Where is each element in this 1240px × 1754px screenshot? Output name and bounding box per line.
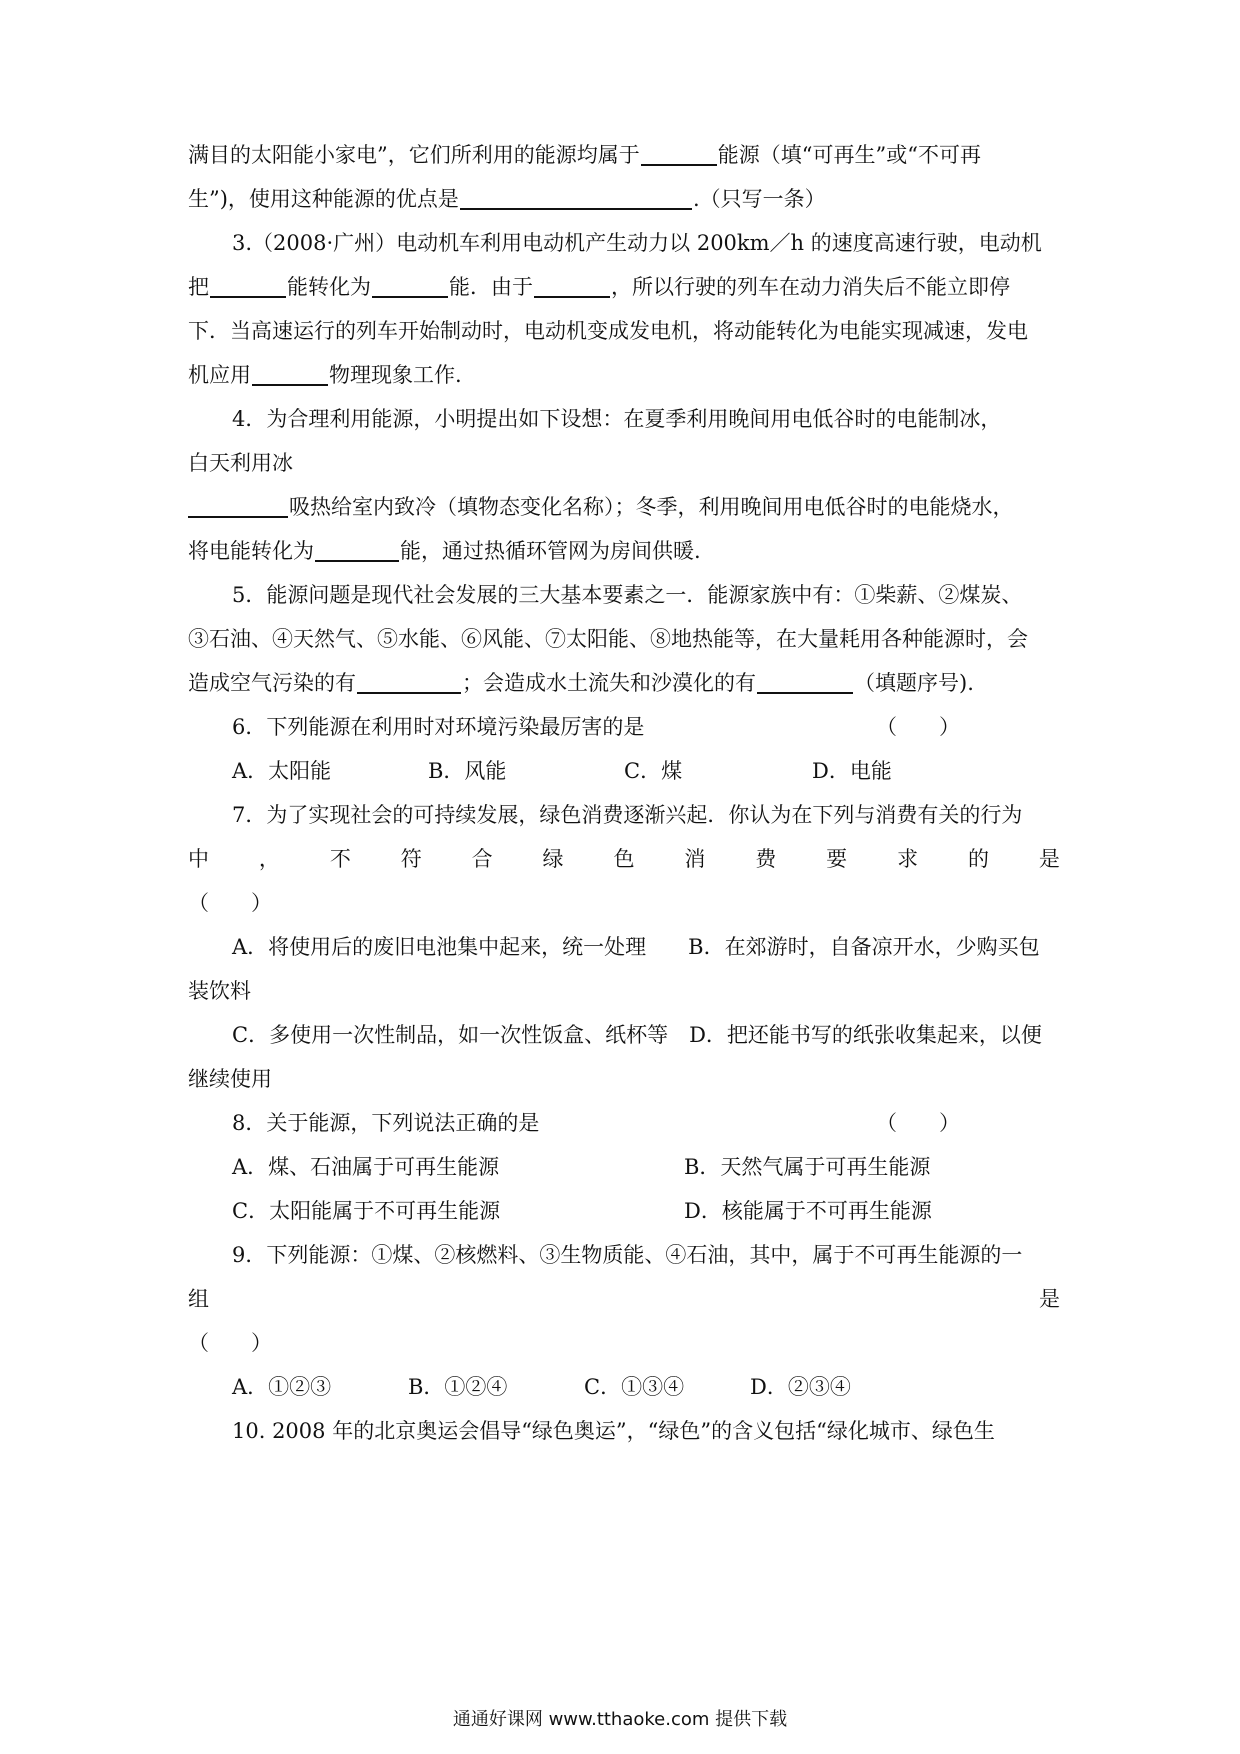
q8-options-cd <box>232 1196 1060 1226</box>
answer-parentheses[interactable]: （ ） <box>876 715 960 739</box>
answer-blank[interactable] <box>188 494 288 518</box>
answer-blank[interactable] <box>315 538 399 562</box>
q7-line-2 <box>188 844 1060 874</box>
option-d[interactable]: D．核能属于不可再生能源 <box>684 1199 932 1223</box>
text-segment: .（只写一条） <box>692 187 826 211</box>
answer-blank[interactable] <box>460 186 692 210</box>
q5-line-3 <box>188 668 1060 698</box>
text-segment: 能，通过热循环管网为房间供暖. <box>400 539 701 563</box>
text-segment: 满目的太阳能小家电”，它们所利用的能源均属于 <box>188 143 640 167</box>
q3-line-2 <box>188 272 1060 302</box>
q3-line-1: 3.（2008·广州）电动机车利用电动机产生动力以 200km／h 的速度高速行驶，电动机 <box>232 231 1042 255</box>
q2-line-1 <box>188 140 1060 170</box>
q7-options-cd-cont: 继续使用 <box>188 1067 272 1091</box>
q7-line-1: 7．为了实现社会的可持续发展，绿色消费逐渐兴起．你认为在下列与消费有关的行为 <box>232 803 1023 827</box>
q10-line-1: 10. 2008 年的北京奥运会倡导“绿色奥运”，“绿色”的含义包括“绿化城市、绿色生 <box>232 1419 995 1443</box>
question-text: 6．下列能源在利用时对环境污染最厉害的是 <box>232 715 645 739</box>
text-char: 合 <box>471 847 493 871</box>
q6-stem <box>232 712 1060 742</box>
q3-line-4 <box>188 360 1060 390</box>
option-a[interactable]: A．太阳能 <box>232 759 332 783</box>
text-segment: 物理现象工作. <box>329 363 462 387</box>
q6-options <box>232 756 1060 786</box>
text-char: 色 <box>613 847 635 871</box>
q7-options-ab-cont: 装饮料 <box>188 979 251 1003</box>
answer-blank[interactable] <box>757 670 853 694</box>
option-c[interactable]: C．太阳能属于不可再生能源 <box>232 1199 501 1223</box>
text-char: 求 <box>897 847 919 871</box>
q4-line-1: 4．为合理利用能源，小明提出如下设想：在夏季利用晚间用电低谷时的电能制冰， <box>232 407 1002 431</box>
text-char: 的 <box>967 847 989 871</box>
text-char: ， <box>258 847 280 871</box>
text-segment: （填题序号). <box>854 671 974 695</box>
q4-line-3 <box>188 492 1060 522</box>
answer-blank[interactable] <box>641 142 717 166</box>
option-b[interactable]: B．天然气属于可再生能源 <box>684 1155 931 1179</box>
q7-options-ab[interactable]: A．将使用后的废旧电池集中起来，统一处理 B．在郊游时，自备凉开水，少购买包 <box>232 935 1040 959</box>
text-segment: ；会造成水土流失和沙漠化的有 <box>462 671 756 695</box>
q5-line-2: ③石油、④天然气、⑤水能、⑥风能、⑦太阳能、⑧地热能等，在大量耗用各种能源时，会 <box>188 627 1028 651</box>
q3-line-3: 下．当高速运行的列车开始制动时，电动机变成发电机，将动能转化为电能实现减速，发电 <box>188 319 1028 343</box>
text-segment: 能源（填“可再生”或“不可再 <box>717 143 981 167</box>
text-char: 组 <box>188 1287 209 1311</box>
q8-options-ab <box>232 1152 1060 1182</box>
text-segment: 能转化为 <box>287 275 371 299</box>
option-b[interactable]: B．风能 <box>428 759 507 783</box>
text-char: 绿 <box>542 847 564 871</box>
q5-line-1: 5．能源问题是现代社会发展的三大基本要素之一．能源家族中有：①柴薪、②煤炭、 <box>232 583 1023 607</box>
option-a[interactable]: A．煤、石油属于可再生能源 <box>232 1155 500 1179</box>
q8-stem <box>232 1108 1060 1138</box>
answer-parentheses[interactable]: （ ） <box>876 1111 960 1135</box>
text-segment: 生”)，使用这种能源的优点是 <box>188 187 459 211</box>
q9-line-2 <box>188 1284 1060 1314</box>
option-d[interactable]: D．②③④ <box>750 1375 851 1399</box>
text-char: 是 <box>1039 1287 1060 1311</box>
text-segment: ，所以行驶的列车在动力消失后不能立即停 <box>611 275 1010 299</box>
page-footer: 通通好课网 www.tthaoke.com 提供下载 <box>452 1709 788 1730</box>
option-d[interactable]: D．电能 <box>812 759 892 783</box>
answer-blank[interactable] <box>252 362 328 386</box>
text-char: 费 <box>755 847 777 871</box>
text-segment: 把 <box>188 275 209 299</box>
option-c[interactable]: C．煤 <box>624 759 683 783</box>
question-text: 8．关于能源，下列说法正确的是 <box>232 1111 540 1135</box>
text-segment: 吸热给室内致冷（填物态变化名称）；冬季，利用晚间用电低谷时的电能烧水， <box>289 495 1014 519</box>
q4-line-2: 白天利用冰 <box>188 451 293 475</box>
q4-line-4 <box>188 536 1060 566</box>
text-segment: 能．由于 <box>449 275 533 299</box>
q2-line-2 <box>188 184 1060 214</box>
option-b[interactable]: B．①②④ <box>408 1375 508 1399</box>
answer-blank[interactable] <box>210 274 286 298</box>
text-segment: 将电能转化为 <box>188 539 314 563</box>
q9-answer-parentheses[interactable]: （ ） <box>188 1331 272 1355</box>
text-segment: 造成空气污染的有 <box>188 671 356 695</box>
answer-blank[interactable] <box>534 274 610 298</box>
answer-blank[interactable] <box>372 274 448 298</box>
text-char: 符 <box>400 847 422 871</box>
q9-options <box>232 1372 1060 1402</box>
text-char: 不 <box>329 847 351 871</box>
text-char: 消 <box>684 847 706 871</box>
text-char: 要 <box>826 847 848 871</box>
q7-options-cd[interactable]: C．多使用一次性制品，如一次性饭盒、纸杯等 D．把还能书写的纸张收集起来，以便 <box>232 1023 1042 1047</box>
text-char: 是 <box>1038 847 1060 871</box>
q9-line-1: 9．下列能源：①煤、②核燃料、③生物质能、④石油，其中，属于不可再生能源的一 <box>232 1243 1023 1267</box>
answer-blank[interactable] <box>357 670 461 694</box>
option-a[interactable]: A．①②③ <box>232 1375 332 1399</box>
text-segment: 机应用 <box>188 363 251 387</box>
option-c[interactable]: C．①③④ <box>584 1375 685 1399</box>
text-char: 中 <box>188 847 209 871</box>
q7-answer-parentheses[interactable]: （ ） <box>188 891 272 915</box>
